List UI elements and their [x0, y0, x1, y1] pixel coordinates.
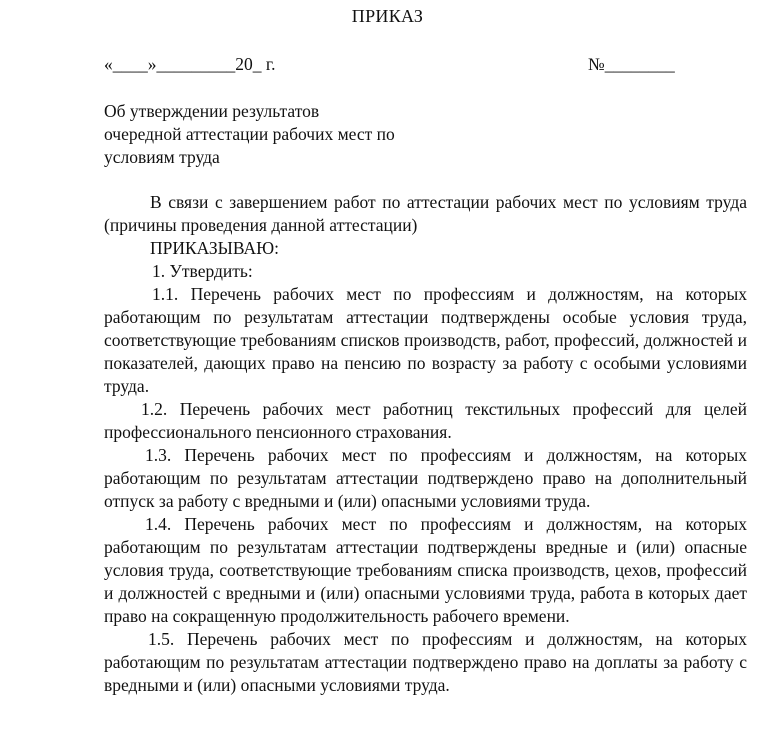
list-item-1-4: 1.4. Перечень рабочих мест по профессиям и должностям, на которых работающим по результатам аттестации подтверждены вредные и (или) опасные условия труда, соответствующие требованиям списка производств, цехов, профессий и должностей с вредными и (или) опасными условиями труда, работа в которых дает право на сокращенную продолжительность рабочего времени. — [104, 514, 747, 626]
approve-label: 1. Утвердить: — [152, 261, 253, 281]
list-item-1-5: 1.5. Перечень рабочих мест по профессиям и должностям, на которых работающим по результатам аттестации подтверждено право на доплаты за работу с вредными и (или) опасными условиями труда. — [104, 629, 747, 695]
subject-line: условиям труда — [104, 147, 220, 167]
document-title: ПРИКАЗ — [351, 6, 424, 26]
orders-label: ПРИКАЗЫВАЮ: — [150, 238, 279, 258]
subject-line: очередной аттестации рабочих мест по — [104, 124, 395, 144]
document-body — [104, 191, 747, 697]
date-line: «____»_________20_ г. — [104, 54, 276, 74]
list-item-1-3: 1.3. Перечень рабочих мест по профессиям и должностям, на которых работающим по результатам аттестации подтверждено право на дополнительный отпуск за работу с вредными и (или) опасными условиями труда. — [104, 445, 747, 511]
subject-block — [104, 100, 395, 169]
document-number-line: №________ — [588, 54, 675, 74]
list-item-1-2: 1.2. Перечень рабочих мест работниц текстильных профессий для целей профессионального пенсионного страхования. — [104, 399, 747, 442]
subject-line: Об утверждении результатов — [104, 101, 320, 121]
list-item-1-1: 1.1. Перечень рабочих мест по профессиям и должностям, на которых работающим по результатам аттестации подтверждены особые условия труда, соответствующие требованиям списков производств, работ, профессий, должностей и показателей, дающих право на пенсию по возрасту за работу с особыми условиями труда. — [104, 284, 747, 396]
intro-paragraph: В связи с завершением работ по аттестации рабочих мест по условиям труда (причины проведения данной аттестации) — [104, 192, 747, 235]
